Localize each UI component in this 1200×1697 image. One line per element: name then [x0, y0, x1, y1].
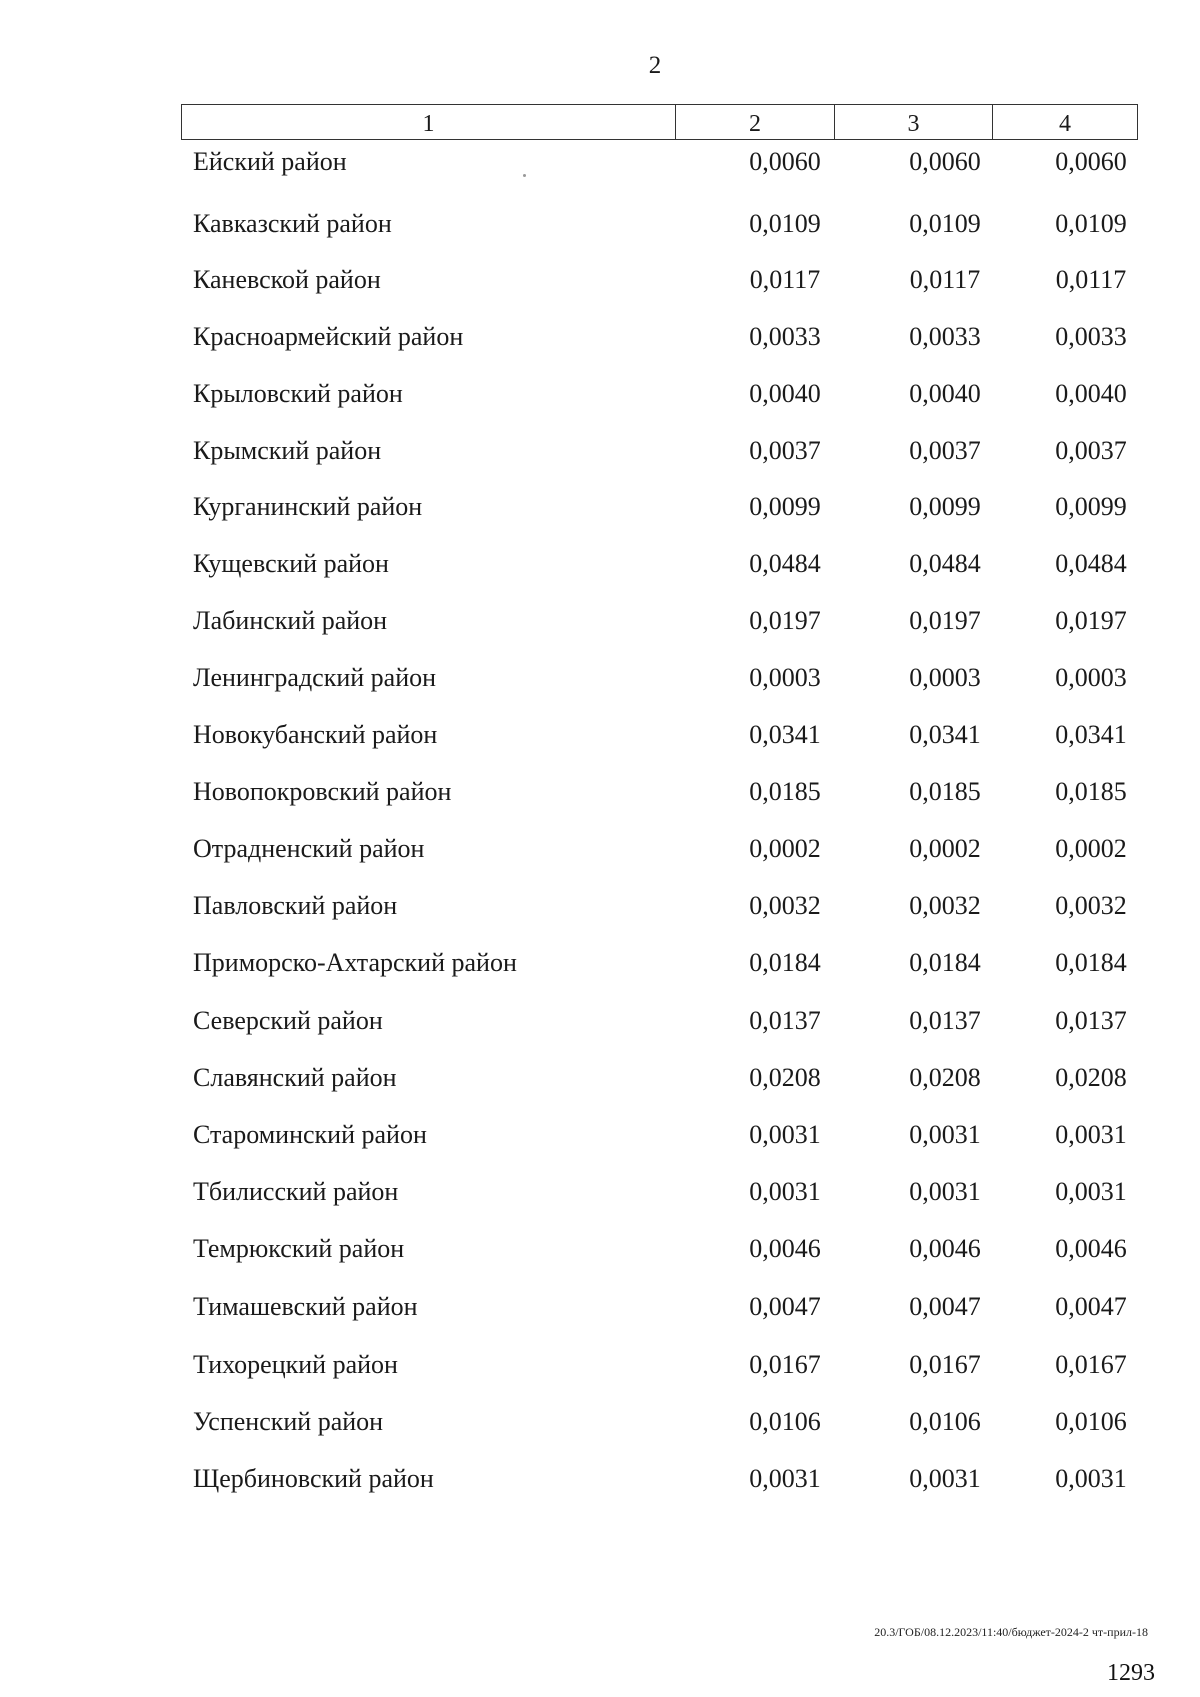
table-row [0, 1006, 1200, 1046]
table-row [0, 322, 1200, 362]
value-column-4: 0,0031 [1055, 1464, 1127, 1493]
value-column-3: 0,0185 [909, 777, 981, 806]
district-name: Успенский район [193, 1407, 384, 1436]
value-column-4: 0,0060 [1055, 147, 1127, 176]
table-row [0, 720, 1200, 760]
value-column-3: 0,0099 [909, 492, 981, 521]
header-cell-2: 2 [676, 105, 835, 139]
district-name: Лабинский район [193, 606, 388, 635]
district-name: Павловский район [193, 891, 398, 920]
header-cell-3: 3 [835, 105, 993, 139]
district-name: Славянский район [193, 1063, 397, 1092]
value-column-4: 0,0032 [1055, 891, 1127, 920]
district-name: Ленинградский район [193, 663, 437, 692]
value-column-3: 0,0184 [909, 948, 981, 977]
district-name: Крымский район [193, 436, 382, 465]
table-row [0, 948, 1200, 988]
table-row [0, 436, 1200, 476]
value-column-2: 0,0032 [749, 891, 821, 920]
district-name: Кавказский район [193, 209, 392, 238]
value-column-2: 0,0484 [749, 549, 821, 578]
value-column-4: 0,0003 [1055, 663, 1127, 692]
value-column-3: 0,0037 [909, 436, 981, 465]
value-column-2: 0,0208 [749, 1063, 821, 1092]
district-name: Новопокровский район [193, 777, 452, 806]
value-column-4: 0,0046 [1055, 1234, 1127, 1263]
table-row [0, 147, 1200, 187]
value-column-4: 0,0099 [1055, 492, 1127, 521]
header-cell-1: 1 [182, 105, 676, 139]
value-column-4: 0,0040 [1055, 379, 1127, 408]
page-number: 2 [648, 52, 662, 79]
value-column-3: 0,0033 [909, 322, 981, 351]
district-name: Новокубанский район [193, 720, 438, 749]
value-column-4: 0,0031 [1055, 1120, 1127, 1149]
district-name: Приморско-Ахтарский район [193, 948, 517, 977]
value-column-2: 0,0002 [749, 834, 821, 863]
value-column-2: 0,0040 [749, 379, 821, 408]
value-column-3: 0,0031 [909, 1464, 981, 1493]
table-row [0, 891, 1200, 931]
value-column-4: 0,0117 [1055, 265, 1127, 294]
value-column-3: 0,0003 [909, 663, 981, 692]
table-row [0, 663, 1200, 703]
value-column-3: 0,0137 [909, 1006, 981, 1035]
value-column-3: 0,0106 [909, 1407, 981, 1436]
table-row [0, 1120, 1200, 1160]
value-column-3: 0,0109 [909, 209, 981, 238]
value-column-4: 0,0106 [1055, 1407, 1127, 1436]
value-column-4: 0,0002 [1055, 834, 1127, 863]
district-name: Ейский район [193, 147, 347, 176]
table-row [0, 1063, 1200, 1103]
value-column-4: 0,0031 [1055, 1177, 1127, 1206]
table-row [0, 1350, 1200, 1390]
value-column-3: 0,0208 [909, 1063, 981, 1092]
value-column-2: 0,0031 [749, 1120, 821, 1149]
district-name: Красноармейский район [193, 322, 464, 351]
document-code: 20.3/ГОБ/08.12.2023/11:40/бюджет-2024-2 чт-прил-18 [874, 1625, 1148, 1639]
header-cell-4: 4 [1059, 110, 1071, 137]
value-column-3: 0,0032 [909, 891, 981, 920]
value-column-2: 0,0037 [749, 436, 821, 465]
district-name: Тихорецкий район [193, 1350, 398, 1379]
value-column-3: 0,0341 [909, 720, 981, 749]
table-row [0, 606, 1200, 646]
table-row [0, 379, 1200, 419]
value-column-3: 0,0031 [909, 1120, 981, 1149]
value-column-2: 0,0167 [749, 1350, 821, 1379]
value-column-3: 0,0002 [909, 834, 981, 863]
district-name: Кущевский район [193, 549, 389, 578]
district-name: Каневской район [193, 265, 381, 294]
value-column-2: 0,0060 [749, 147, 821, 176]
value-column-4: 0,0197 [1055, 606, 1127, 635]
value-column-4: 0,0037 [1055, 436, 1127, 465]
scan-speck [523, 174, 526, 177]
table-row [0, 1464, 1200, 1504]
value-column-3: 0,0031 [909, 1177, 981, 1206]
value-column-2: 0,0117 [749, 265, 821, 294]
value-column-4: 0,0047 [1055, 1292, 1127, 1321]
value-column-2: 0,0033 [749, 322, 821, 351]
value-column-4: 0,0167 [1055, 1350, 1127, 1379]
district-name: Северский район [193, 1006, 383, 1035]
district-name: Тимашевский район [193, 1292, 418, 1321]
value-column-2: 0,0031 [749, 1464, 821, 1493]
value-column-2: 0,0197 [749, 606, 821, 635]
value-column-2: 0,0106 [749, 1407, 821, 1436]
value-column-2: 0,0137 [749, 1006, 821, 1035]
value-column-2: 0,0031 [749, 1177, 821, 1206]
value-column-2: 0,0109 [749, 209, 821, 238]
value-column-3: 0,0047 [909, 1292, 981, 1321]
value-column-4: 0,0185 [1055, 777, 1127, 806]
value-column-2: 0,0341 [749, 720, 821, 749]
district-name: Крыловский район [193, 379, 403, 408]
table-row [0, 209, 1200, 249]
value-column-4: 0,0208 [1055, 1063, 1127, 1092]
table-row [0, 777, 1200, 817]
footer-page-number: 1293 [1107, 1660, 1155, 1686]
table-row [0, 265, 1200, 305]
value-column-4: 0,0109 [1055, 209, 1127, 238]
value-column-4: 0,0184 [1055, 948, 1127, 977]
table-row [0, 1177, 1200, 1217]
value-column-4: 0,0033 [1055, 322, 1127, 351]
table-row [0, 492, 1200, 532]
value-column-3: 0,0117 [909, 265, 981, 294]
district-name: Тбилисский район [193, 1177, 399, 1206]
district-name: Щербиновский район [193, 1464, 434, 1493]
table-row [0, 834, 1200, 874]
table-row [0, 1234, 1200, 1274]
value-column-3: 0,0197 [909, 606, 981, 635]
value-column-3: 0,0040 [909, 379, 981, 408]
value-column-2: 0,0185 [749, 777, 821, 806]
value-column-2: 0,0184 [749, 948, 821, 977]
value-column-3: 0,0060 [909, 147, 981, 176]
value-column-2: 0,0046 [749, 1234, 821, 1263]
value-column-3: 0,0484 [909, 549, 981, 578]
value-column-2: 0,0003 [749, 663, 821, 692]
table-row [0, 1292, 1200, 1332]
value-column-2: 0,0047 [749, 1292, 821, 1321]
value-column-3: 0,0167 [909, 1350, 981, 1379]
value-column-2: 0,0099 [749, 492, 821, 521]
district-name: Отрадненский район [193, 834, 425, 863]
table-row [0, 1407, 1200, 1447]
table-header [181, 104, 1138, 140]
district-name: Курганинский район [193, 492, 423, 521]
district-name: Староминский район [193, 1120, 427, 1149]
value-column-4: 0,0484 [1055, 549, 1127, 578]
district-name: Темрюкский район [193, 1234, 405, 1263]
value-column-3: 0,0046 [909, 1234, 981, 1263]
value-column-4: 0,0341 [1055, 720, 1127, 749]
table-row [0, 549, 1200, 589]
value-column-4: 0,0137 [1055, 1006, 1127, 1035]
